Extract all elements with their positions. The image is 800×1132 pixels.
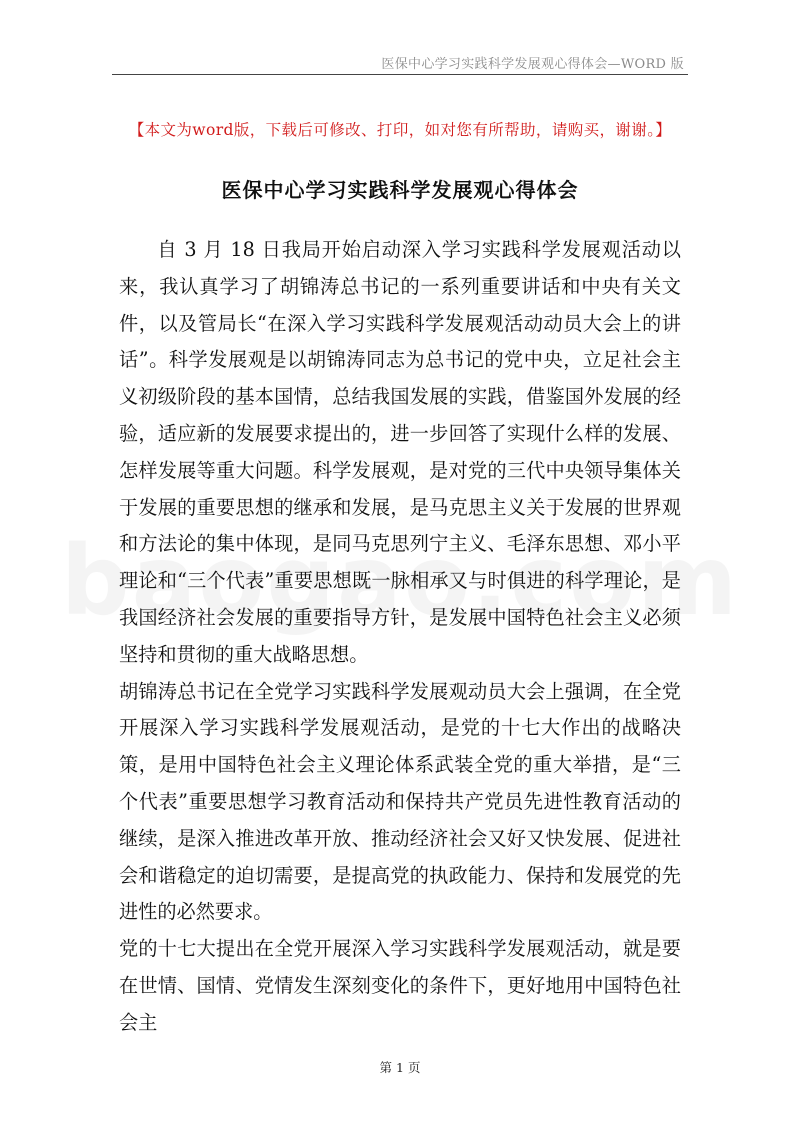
header-divider <box>112 74 688 75</box>
paragraph-2: 胡锦涛总书记在全党学习实践科学发展观动员大会上强调，在全党开展深入学习实践科学发展观活动，是党的十七大作出的战略决策，是用中国特色社会主义理论体系武装全党的重大举措，是“三个代表”重要思想学习教育活动和保持共产党员先进性教育活动的继续，是深入推进改革开放、推动经济社会又好又快发展、促进社会和谐稳定的迫切需要，是提高党的执政能力、保持和发展党的先进性的必然要求。 <box>119 679 681 924</box>
paragraph-3: 党的十七大提出在全党开展深入学习实践科学发展观活动，就是要在世情、国情、党情发生深刻变化的条件下，更好地用中国特色社会主 <box>119 937 681 1034</box>
document-body <box>119 232 681 1042</box>
purchase-notice: 【本文为word版，下载后可修改、打印，如对您有所帮助，请购买，谢谢。】 <box>128 121 672 139</box>
page-number: 第 1 页 <box>379 1060 421 1075</box>
paragraph-1: 自 3 月 18 日我局开始启动深入学习实践科学发展观活动以来，我认真学习了胡锦涛总书记的一系列重要讲话和中央有关文件，以及管局长“在深入学习实践科学发展观活动动员大会上的讲话”。科学发展观是以胡锦涛同志为总书记的党中央，立足社会主义初级阶段的基本国情，总结我国发展的实践，借鉴国外发展的经验，适应新的发展要求提出的，进一步回答了实现什么样的发展、怎样发展等重大问题。科学发展观，是对党的三代中央领导集体关于发展的重要思想的继承和发展，是马克思主义关于发展的世界观和方法论的集中体现，是同马克思列宁主义、毛泽东思想、邓小平理论和“三个代表”重要思想既一脉相承又与时俱进的科学理论，是我国经济社会发展的重要指导方针，是发展中国特色社会主义必须坚持和贯彻的重大战略思想。 <box>119 238 681 666</box>
running-header: 医保中心学习实践科学发展观心得体会—WORD 版 <box>381 57 684 72</box>
document-title: 医保中心学习实践科学发展观心得体会 <box>221 178 579 202</box>
